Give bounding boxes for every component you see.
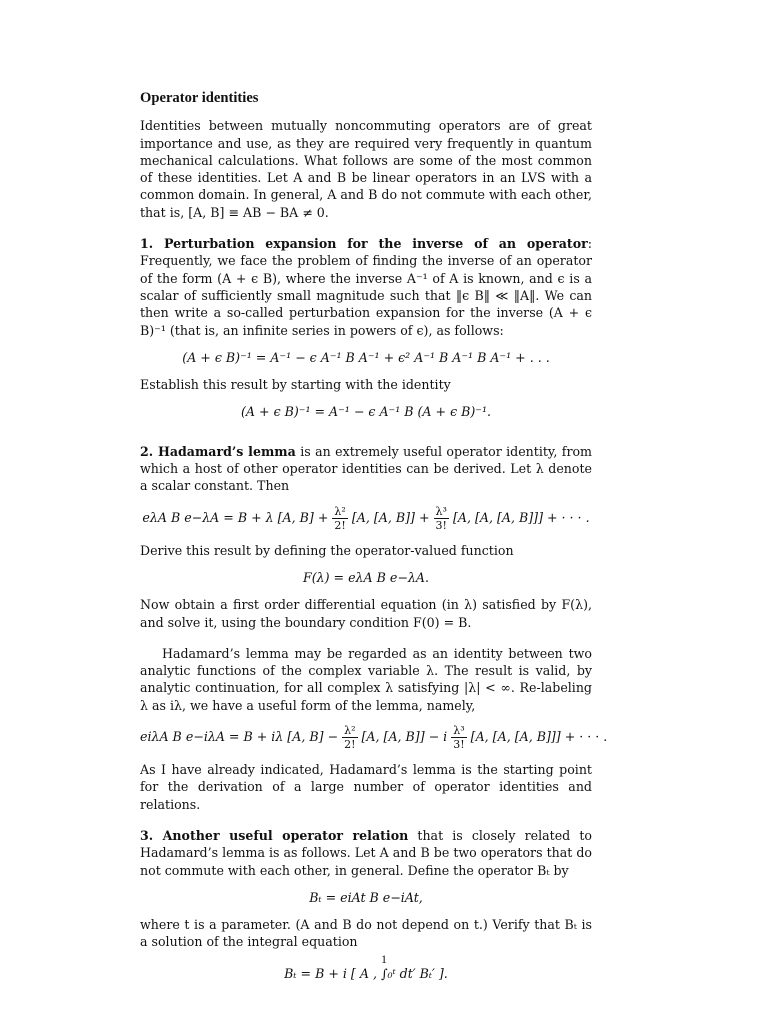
equation-operator-function: F(λ) = eλA B e−λA. bbox=[303, 569, 429, 585]
section-2-text: is an extremely useful operator identity, from which a host of other operator identities can be derived. Let λ denote a scalar constant. Then bbox=[140, 443, 593, 494]
fraction: $\frac{\text{λ³}}{3!}$ bbox=[435, 504, 447, 532]
section-1-paragraph bbox=[140, 235, 592, 339]
equation-hadamard-imaginary: eiλA B e−iλA = B + iλ [A, B] − $\frac{\text{λ²}}{2!}$ [A, [A, B]] − i $\frac{\text{λ³}}{3!}$ [A, [A, [A, B]]] + · · · . bbox=[140, 724, 608, 752]
section-1-instruction: Establish this result by starting with the identity bbox=[140, 377, 451, 393]
section-2-conclusion: As I have already indicated, Hadamard’s lemma is the starting point for the derivation of a large number of operator identities and relations. bbox=[140, 762, 592, 812]
fraction: $\frac{\text{λ²}}{2!}$ bbox=[334, 504, 346, 532]
section-2-paragraph bbox=[140, 443, 592, 495]
page-number: 1 bbox=[381, 952, 387, 966]
section-1-text: : Frequently, we face the problem of finding the inverse of an operator of the form (A + ϵ B), where the inverse A⁻¹ of A is known, and ϵ is a scalar of sufficiently small magnitude such that ‖ϵ B‖ ≪ ‖A‖. We can then write a so-called perturbation expansion for the inverse (A + ϵ B)⁻¹ (that is, an infinite series in powers of ϵ), as follows: bbox=[140, 236, 592, 338]
section-2-heading: 2. Hadamard’s lemma bbox=[140, 443, 296, 459]
section-3-paragraph bbox=[140, 827, 592, 879]
page-title: Operator identities bbox=[140, 90, 259, 106]
document-page bbox=[140, 90, 608, 982]
fraction: $\frac{\text{λ³}}{3!}$ bbox=[453, 724, 465, 752]
equation-perturbation-expansion: (A + ϵ B)⁻¹ = A⁻¹ − ϵ A⁻¹ B A⁻¹ + ϵ² A⁻¹ B A⁻¹ B A⁻¹ + . . . bbox=[182, 349, 550, 365]
section-3-heading: 3. Another useful operator relation bbox=[140, 827, 409, 843]
intro-paragraph: Identities between mutually noncommuting operators are of great importance and use, as they are required very frequently in quantum mechanical calculations. What follows are some of the most common of these identities. Let A and B be linear operators in an LVS with a common domain. In general, A and B do not commute with each other, that is, [A, B] ≡ AB − BA ≠ 0. bbox=[140, 118, 592, 220]
section-3-text: that is closely related to Hadamard’s lemma is as follows. Let A and B be two operators that do not commute with each other, in general. Define the operator Bₜ by bbox=[140, 827, 592, 878]
fraction: $\frac{\text{λ²}}{2!}$ bbox=[344, 724, 356, 752]
section-3-instruction: where t is a parameter. (A and B do not depend on t.) Verify that Bₜ is a solution of the integral equation bbox=[140, 917, 592, 950]
equation-bt-definition: Bₜ = eiAt B e−iAt, bbox=[309, 889, 423, 905]
section-1-heading: 1. Perturbation expansion for the inverse of an operator bbox=[140, 236, 588, 252]
section-2-instruction: Derive this result by defining the operator-valued function bbox=[140, 542, 514, 558]
equation-hadamard-lemma: eλA B e−λA = B + λ [A, B] + $\frac{\text{λ²}}{2!}$ [A, [A, B]] + $\frac{\text{λ³}}{3!}$ [A, [A, [A, B]]] + · · · . bbox=[142, 504, 590, 532]
section-2-differential-equation: Now obtain a first order differential equation (in λ) satisfied by F(λ), and solve it, using the boundary condition F(0) = B. bbox=[140, 597, 592, 630]
equation-inverse-identity: (A + ϵ B)⁻¹ = A⁻¹ − ϵ A⁻¹ B (A + ϵ B)⁻¹. bbox=[241, 404, 491, 420]
section-2-analytic-continuation: Hadamard’s lemma may be regarded as an identity between two analytic functions of the complex variable λ. The result is valid, by analytic continuation, for all complex λ satisfying |λ| < ∞. Re-labeling λ as iλ, we have a useful form of the lemma, namely, bbox=[140, 645, 592, 713]
equation-integral: Bₜ = B + i [ A , ∫₀ᵗ dt′ Bₜ′ ]. bbox=[284, 965, 448, 981]
